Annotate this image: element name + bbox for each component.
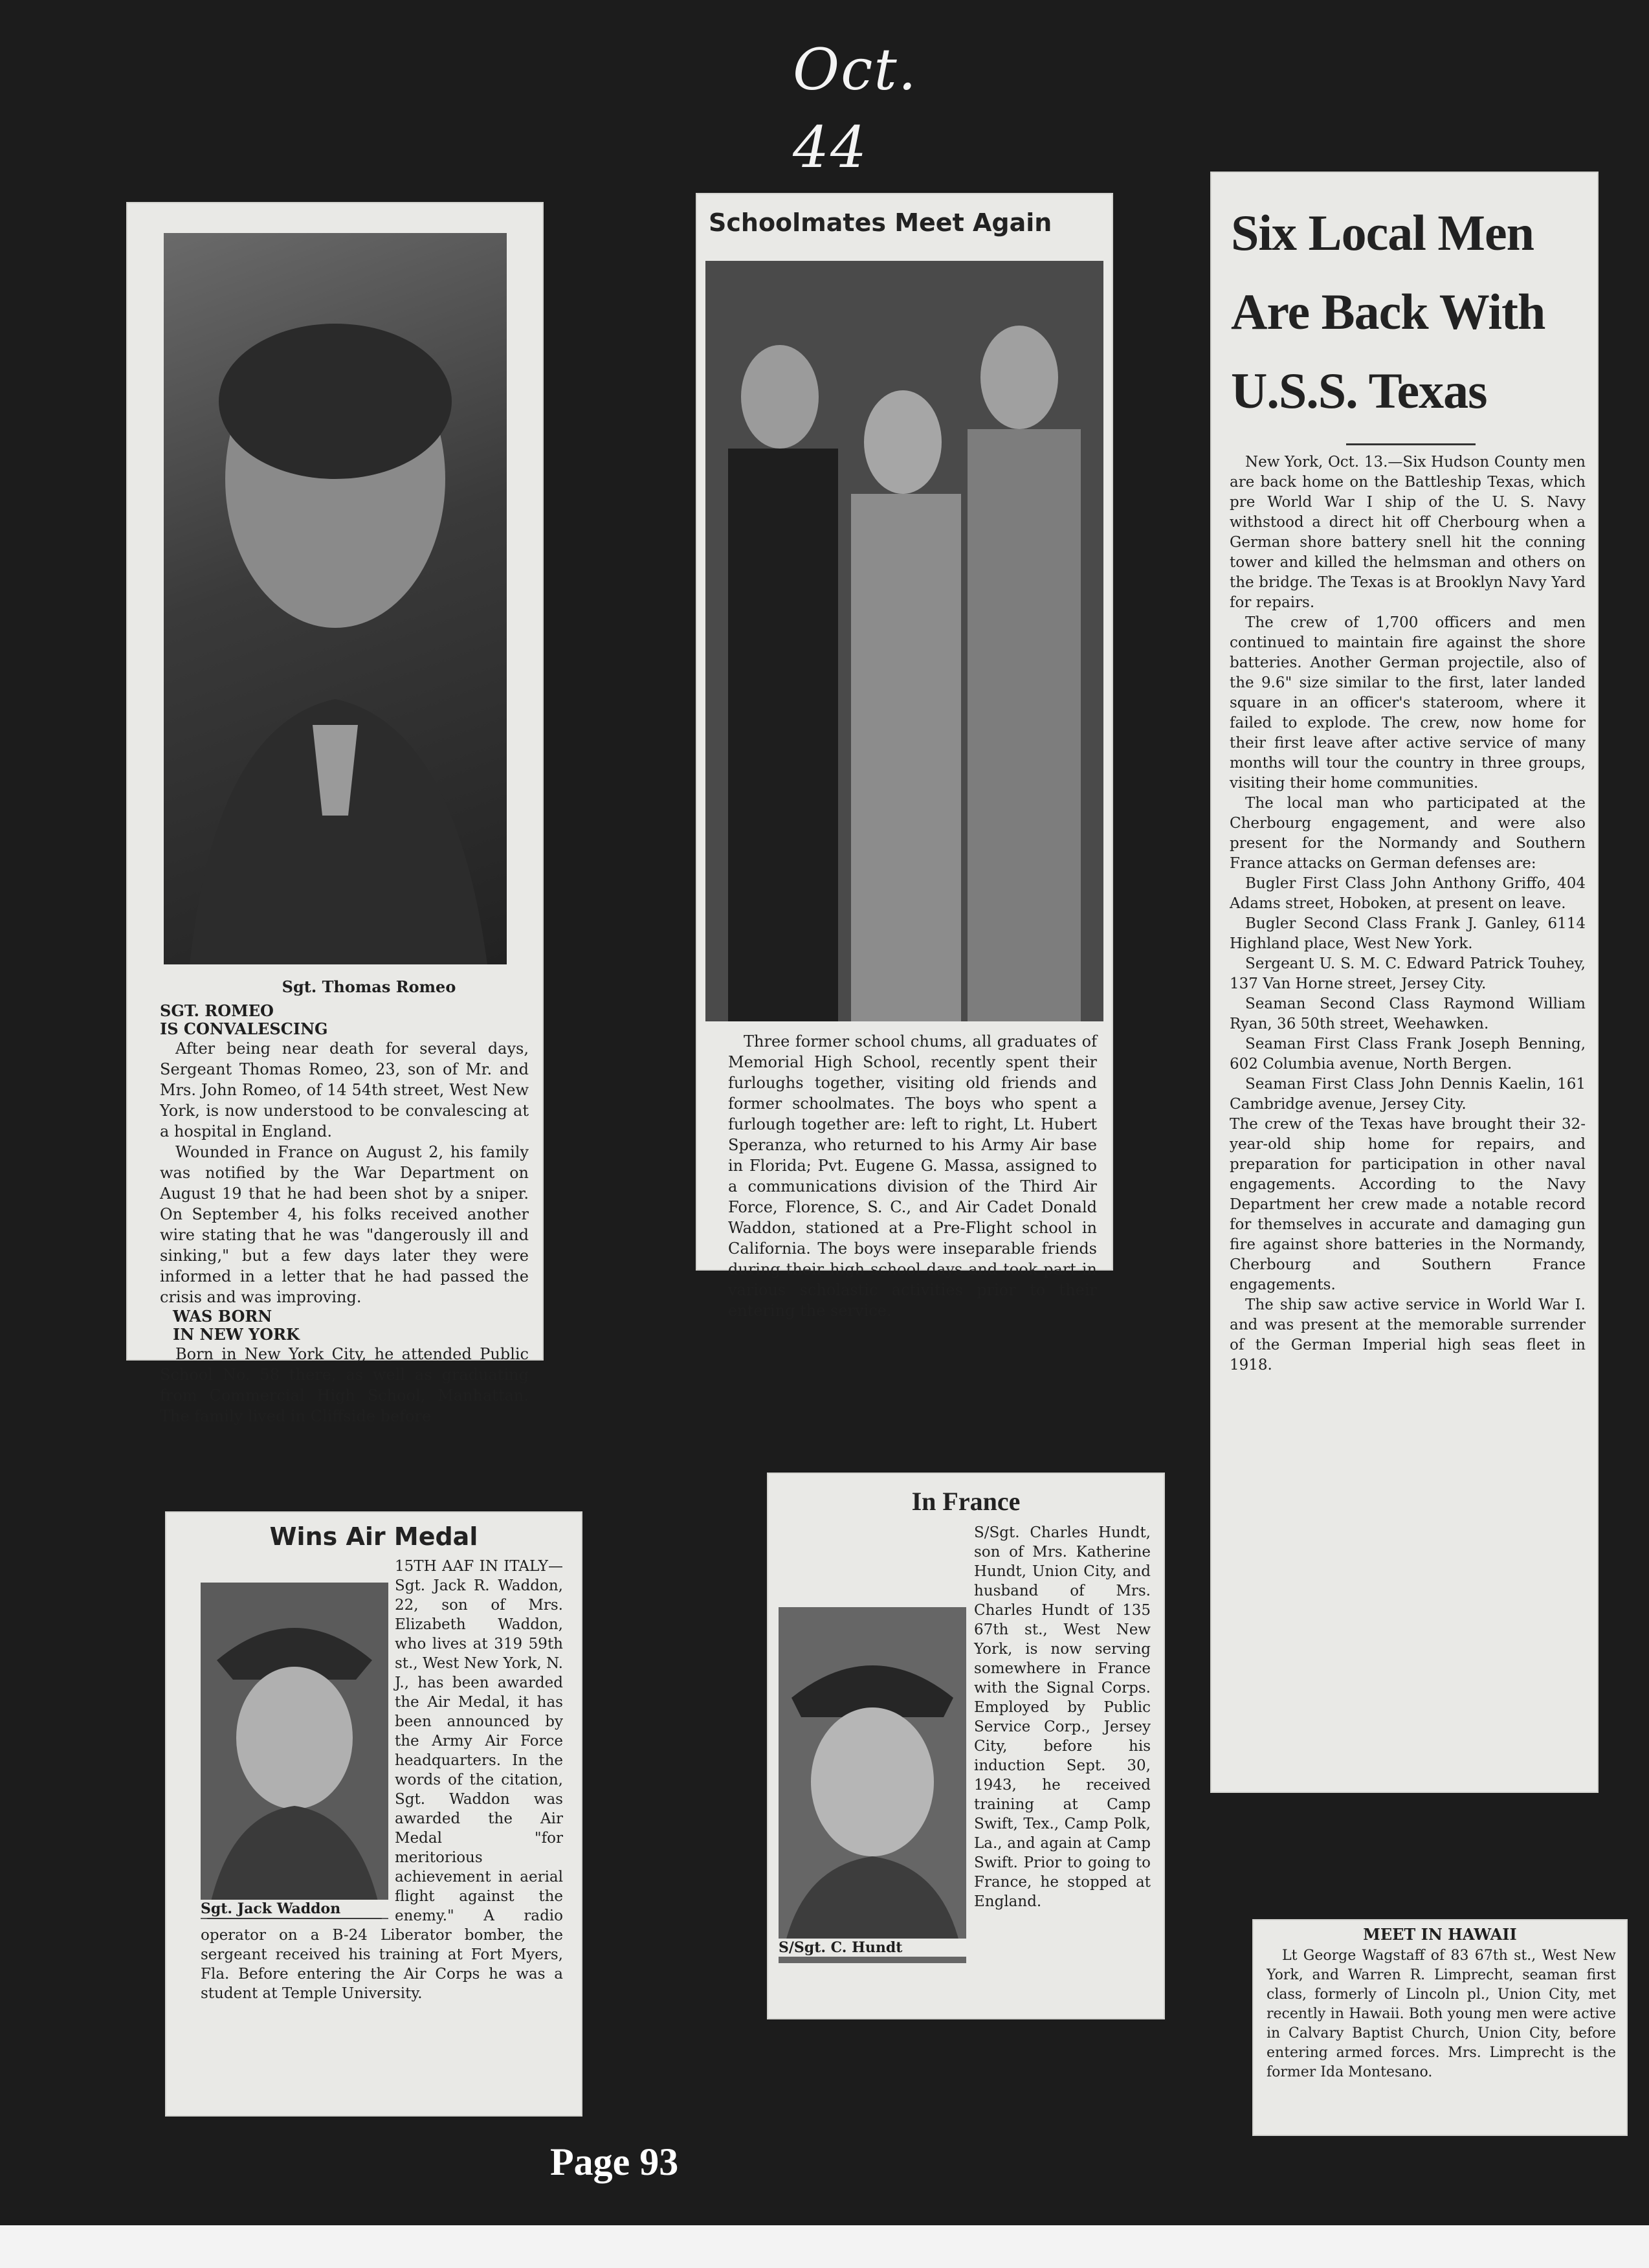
clipping-romeo — [126, 202, 544, 1425]
paragraph: After being near death for several days, Sergeant Thomas Romeo, 23, son of Mr. and Mrs. John Romeo, of 14 54th street, West New York, is now understood to be convalescing at a hospital in England. — [160, 1040, 529, 1140]
headline: Wins Air Medal — [269, 1522, 478, 1551]
subheadline: IN NEW YORK — [173, 1325, 300, 1344]
group-photo-schoolmates — [705, 261, 1103, 1021]
paragraph: The crew of 1,700 officers and men continued to maintain fire against the shore batteries. Another German projectile, also of the 9.6" size similar to the first, later landed square in an officer's stateroom, where it failed to explode. The crew, now home for their first leave after active service of many months will tour the country in three groups, visiting their home communities. — [1230, 614, 1586, 792]
clipping-air-medal — [165, 1511, 582, 2117]
clipping-in-france — [767, 1473, 1165, 2019]
article-body: Lt George Wagstaff of 83 67th st., West New York, and Warren R. Limprecht, seaman first class, formerly of Lincoln pl., Union City, met recently in Hawaii. Both young men were active in Calvary Baptist Church, Union City, before entering armed forces. Mrs. Limprecht is the former Ida Montesano. — [1267, 1948, 1616, 2080]
paragraph: Wounded in France on August 2, his family was notified by the War Department on August 19 that he had been shot by a sniper. On September 4, his folks received another wire stating that he was "dangerously ill and sinking," but a few days later they were informed in a letter that he had passed the crisis and was improving. — [160, 1143, 529, 1306]
romeo-article — [160, 1002, 529, 1427]
paragraph: Seaman First Class Frank Joseph Benning, 602 Columbia avenue, North Bergen. — [1230, 1036, 1586, 1073]
paragraph: The local man who participated at the Cherbourg engagement, and were also present for the Normandy and Southern France attacks on German defenses are: — [1230, 795, 1586, 872]
article-body: Three former school chums, all graduates of Memorial High School, recently spent their furloughs together, visiting old friends and former schoolmates. The boys who spent a furlough together are: left to right, Lt. Hubert Speranza, who returned to his Army Air base in Florida; Pvt. Eugene G. Massa, assigned to a communications division of the Third Air Force, Florence, S. C., and Air Cadet Donald Waddon, stationed at a Pre-Flight school in California. The boys were inseparable friends during their high school days and took part in various scholastic activities prior to their entering the service. — [728, 1032, 1097, 1320]
article-body: S/Sgt. Charles Hundt, son of Mrs. Katherine Hundt, Union City, and husband of Mrs. Charles Hundt of 135 67th st., West New York, is now serving somewhere in France with the Signal Corps. Employed by Public Service Corp., Jersey City, before his induction Sept. 30, 1943, he received training at Camp Swift, Tex., Camp Polk, La., and again at Camp Swift. Prior to going to France, he stopped at England. — [974, 1524, 1151, 1910]
paragraph: Seaman Second Class Raymond William Ryan, 36 50th street, Weehawken. — [1230, 995, 1586, 1032]
photo-caption: Sgt. Thomas Romeo — [282, 977, 456, 996]
clipping-texas — [1210, 172, 1599, 1793]
paragraph: Seaman First Class John Dennis Kaelin, 161 Cambridge avenue, Jersey City. — [1230, 1076, 1586, 1113]
page-bottom-edge — [0, 2225, 1649, 2268]
photo-caption: Sgt. Jack Waddon — [201, 1900, 388, 1918]
paragraph: Born in New York City, he attended Public School No. 58 there, as well as graduating from Commercial High School, Manhattan. The family lived in Cliffside before — [160, 1345, 529, 1425]
clipping-schoolmates — [696, 193, 1113, 1320]
rule-line — [1346, 443, 1476, 445]
headline: MEET IN HAWAII — [1363, 1925, 1517, 1944]
headline: SGT. ROMEO — [160, 1001, 274, 1020]
headline-block — [1231, 194, 1580, 430]
headline: In France — [911, 1487, 1021, 1516]
paragraph: The ship saw active service in World War I. and was present at the memorable surrender of the German Imperial high seas fleet in 1918. — [1230, 1296, 1586, 1373]
photo-caption: S/Sgt. C. Hundt — [779, 1939, 966, 1957]
headline: Are Back With — [1231, 284, 1545, 340]
texas-article — [1230, 452, 1586, 1375]
clipping-hawaii — [1252, 1919, 1628, 2136]
subheadline: WAS BORN — [173, 1307, 272, 1326]
paragraph: New York, Oct. 13.—Six Hudson County men are back home on the Battleship Texas, which pre World War I ship of the U. S. Navy withstood a direct hit off Cherbourg when a German shore battery snell hit the conning tower and killed the helmsman and others on the bridge. The Texas is at Brooklyn Navy Yard for repairs. — [1230, 454, 1586, 611]
headline: IS CONVALESCING — [160, 1019, 328, 1038]
article-body-wrap — [779, 1523, 1151, 1966]
paragraph: Bugler Second Class Frank J. Ganley, 6114 Highland place, West New York. — [1230, 915, 1586, 952]
headline: Six Local Men — [1231, 205, 1534, 261]
portrait-photo-waddon — [201, 1583, 388, 1919]
headline: U.S.S. Texas — [1231, 362, 1487, 419]
article-body-wrap — [201, 1557, 563, 2003]
paragraph: Bugler First Class John Anthony Griffo, 404 Adams street, Hoboken, at present on leave. — [1230, 875, 1586, 912]
handwritten-date: Oct. 44 — [793, 36, 918, 181]
paragraph: The crew of the Texas have brought their 32-year-old ship home for repairs, and preparation for participation in other naval engagements. According to the Navy Department her crew made a notable record for themselves in accurate and damaging gun fire against shore batteries in the Normandy, Cherbourg and Southern France engagements. — [1230, 1116, 1586, 1293]
headline: Schoolmates Meet Again — [709, 208, 1052, 237]
article-body: 15TH AAF IN ITALY—Sgt. Jack R. Waddon, 22, son of Mrs. Elizabeth Waddon, who lives at 319 59th st., West New York, N. J., has been awarded the Air Medal, it has been announced by the Army Air Force headquarters. In the words of the citation, Sgt. Waddon was awarded the Air Medal "for meritorious achievement in aerial flight against the enemy." A radio operator on a B-24 Liberator bomber, the sergeant received his training at Fort Myers, Fla. Before entering the Air Corps he was a student at Temple University. — [201, 1558, 563, 2002]
paragraph: Sergeant U. S. M. C. Edward Patrick Touhey, 137 Van Horne street, Jersey City. — [1230, 955, 1586, 992]
page-number: Page 93 — [550, 2140, 679, 2183]
portrait-photo-hundt — [779, 1607, 966, 1963]
portrait-photo-romeo — [164, 233, 507, 964]
